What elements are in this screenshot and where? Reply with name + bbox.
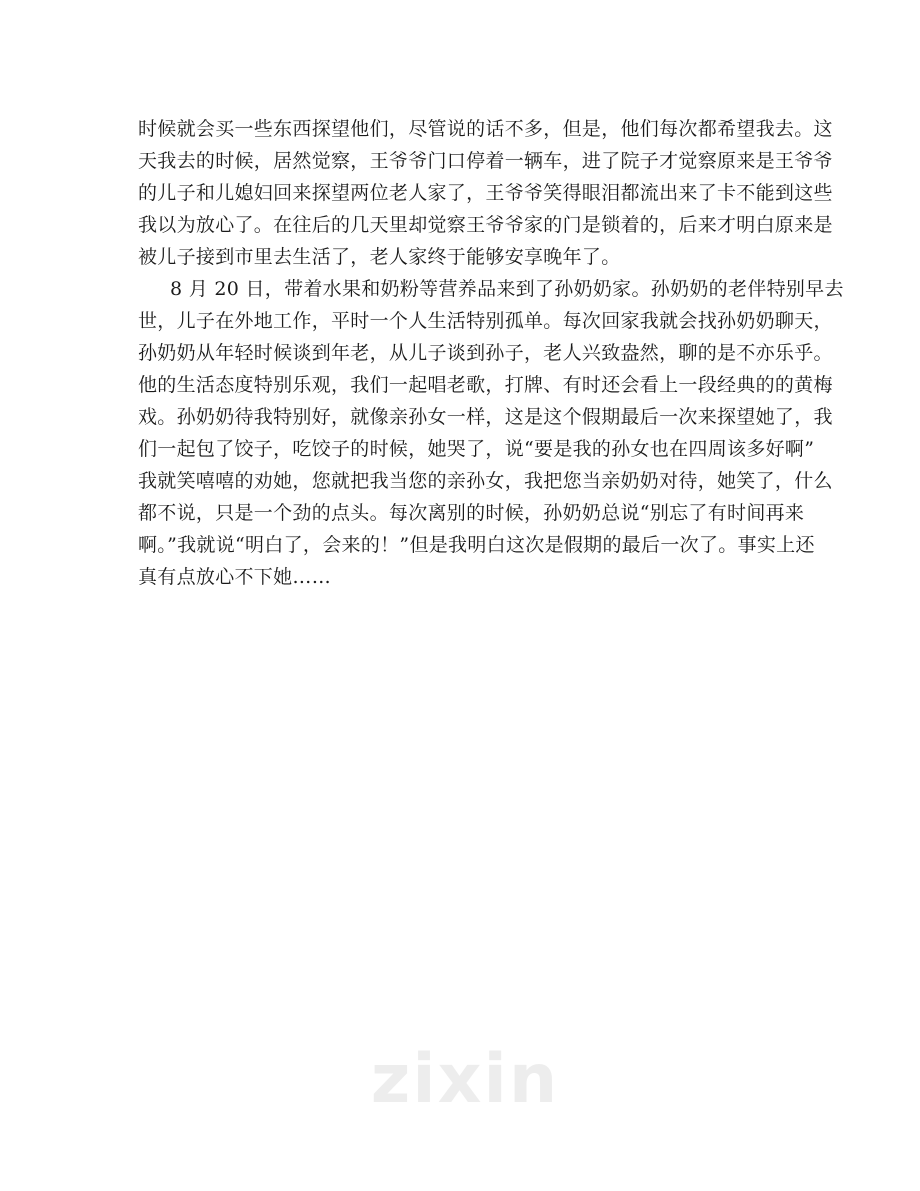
watermark-logo: zixin [370,1040,560,1119]
text-line: 时候就会买一些东西探望他们，尽管说的话不多，但是，他们每次都希望我去。这 [138,118,833,140]
text-line: 天我去的时候，居然觉察，王爷爷门口停着一辆车，进了院子才觉察原来是王爷爷 [138,150,833,172]
text-line: 戏。孙奶奶待我特别好，就像亲孙女一样，这是这个假期最后一次来探望她了，我 [138,406,833,428]
text-line: 8 月 20 日，带着水果和奶粉等营养品来到了孙奶奶家。孙奶奶的老伴特别早去 [170,278,844,300]
text-line: 被儿子接到市里去生活了，老人家终于能够安享晚年了。 [138,246,621,268]
text-line: 啊。”我就说“明白了，会来的！”但是我明白这次是假期的最后一次了。事实上还 [138,534,815,556]
text-line: 世，儿子在外地工作，平时一个人生活特别孤单。每次回家我就会找孙奶奶聊天， [138,310,833,332]
text-line: 都不说，只是一个劲的点头。每次离别的时候，孙奶奶总说“别忘了有时间再来 [138,502,805,524]
text-line: 我就笑嘻嘻的劝她，您就把我当您的亲孙女，我把您当亲奶奶对待，她笑了，什么 [138,470,833,492]
text-line: 孙奶奶从年轻时候谈到年老，从儿子谈到孙子，老人兴致盎然，聊的是不亦乐乎。 [138,342,833,364]
text-line: 们一起包了饺子，吃饺子的时候，她哭了，说“要是我的孙女也在四周该多好啊” [138,438,815,460]
text-line: 他的生活态度特别乐观，我们一起唱老歌，打牌、有时还会看上一段经典的的黄梅 [138,374,833,396]
text-line: 我以为放心了。在往后的几天里却觉察王爷爷家的门是锁着的，后来才明白原来是 [138,214,833,236]
paragraph-1 [138,113,833,273]
paragraph-2 [138,273,844,593]
text-line: 真有点放心不下她…… [138,566,332,588]
document-body [138,113,844,593]
text-line: 的儿子和儿媳妇回来探望两位老人家了，王爷爷笑得眼泪都流出来了卡不能到这些 [138,182,833,204]
